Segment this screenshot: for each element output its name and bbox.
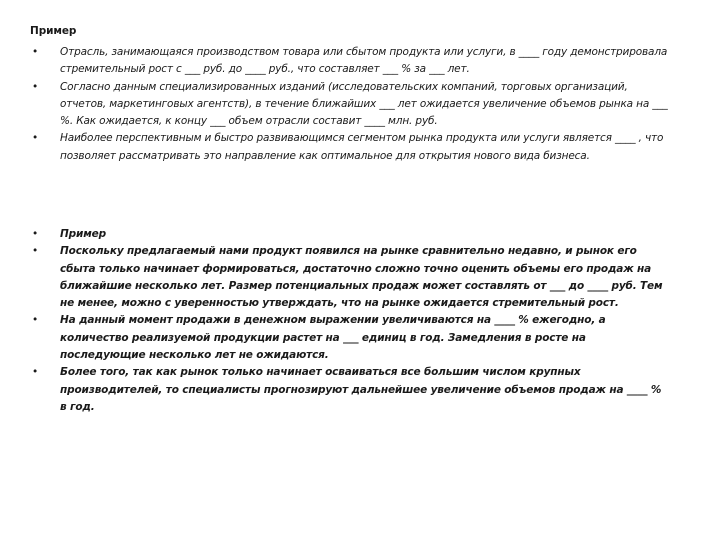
section-heading: Пример (30, 25, 77, 37)
bullet-list-market-growth (30, 44, 670, 165)
list-item (30, 226, 670, 243)
bullet-icon: • (32, 245, 39, 258)
bullet-icon: • (32, 366, 39, 379)
bullet-icon: • (32, 228, 39, 240)
list-item-text: Согласно данным специализированных изданий (исследовательских компаний, торговых организаций, отчетов, маркетинговых агентств), в течение ближайших ___ лет ожидается увеличение объемов рынка на ___ %. Как ожидается, к концу ___ объем отрасли составит ____ млн. руб. (60, 80, 668, 128)
list-item-text: Более того, так как рынок только начинает осваиваться все большим числом крупных производителей, то специалисты прогнозируют дальнейшее увеличение объемов продаж на ____ % в год. (60, 366, 662, 413)
list-item-text: Отрасль, занимающаяся производством товара или сбытом продукта или услуги, в ____ году демонстрировала стремительный рост с ___ руб. до ____ руб., что составляет ___ % за ___ лет. (60, 46, 668, 76)
list-item-text: Пример (60, 228, 106, 240)
list-item (30, 44, 670, 79)
bullet-icon: • (32, 132, 39, 145)
bullet-icon: • (32, 80, 39, 93)
list-item (30, 243, 670, 312)
bullet-list-example (30, 226, 670, 416)
list-item (30, 130, 670, 165)
bullet-icon: • (32, 314, 39, 327)
list-item (30, 79, 670, 131)
list-item-text: Поскольку предлагаемый нами продукт появился на рынке сравнительно недавно, и рынок его сбыта только начинает формироваться, достаточно сложно точно оценить объемы его продаж на ближайшие несколько лет. Размер потенциальных продаж может составлять от ___ до ____ руб. Тем не менее, можно с уверенностью утверждать, что на рынке ожидается стремительный рост. (60, 245, 663, 310)
list-item (30, 364, 670, 416)
list-item-text: На данный момент продажи в денежном выражении увеличиваются на ____ % ежегодно, а количество реализуемой продукции растет на ___ единиц в год. Замедления в росте на последующие несколько лет не ожидаются. (60, 314, 606, 362)
bullet-icon: • (32, 46, 39, 58)
list-item (30, 312, 670, 364)
list-item-text: Наиболее перспективным и быстро развивающимся сегментом рынка продукта или услуги является ____ , что позволяет рассматривать это направление как оптимальное для открытия нового вида бизнеса. (60, 132, 664, 162)
